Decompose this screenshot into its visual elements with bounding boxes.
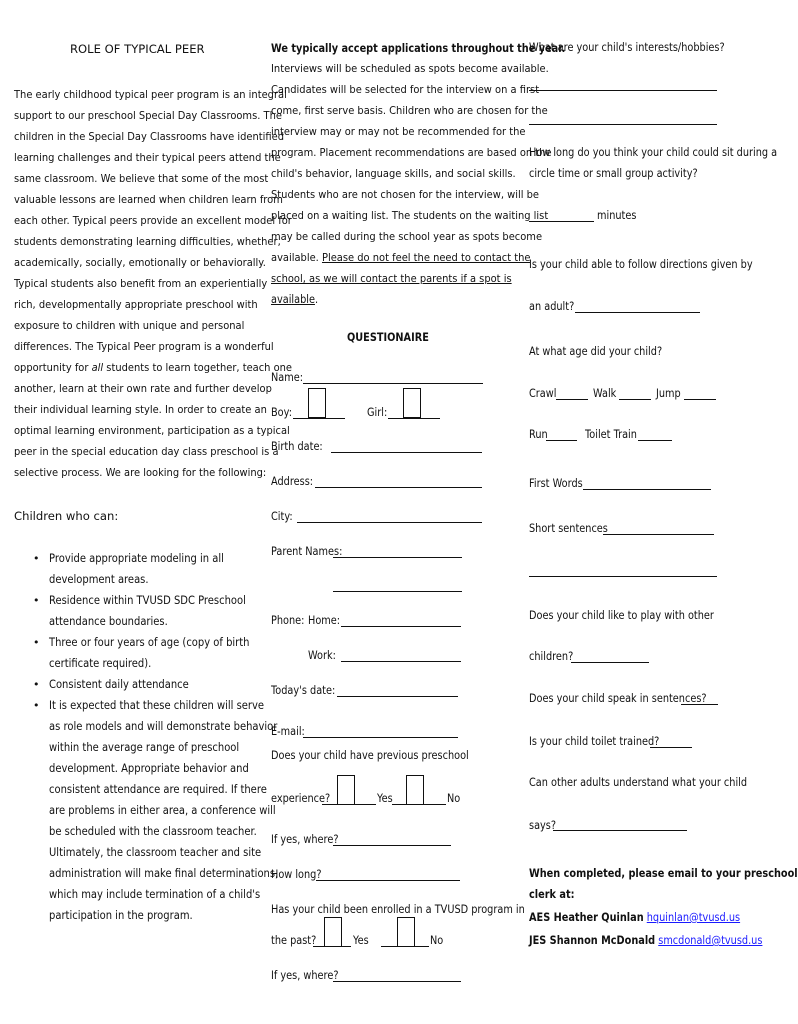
toilet-trained-field[interactable] — [650, 747, 692, 748]
parent-name-field-1[interactable] — [333, 557, 462, 558]
if-yes-where-2-field[interactable] — [333, 981, 461, 982]
understand-line2: says? — [529, 818, 557, 832]
bullet-line: Provide appropriate modeling in all — [49, 551, 224, 565]
interests-field-2[interactable] — [529, 124, 717, 125]
play-question-line2: children? — [529, 649, 574, 663]
role-line: academically, socially, emotionally or behaviorally. — [14, 256, 266, 269]
bullet-dot: • — [33, 678, 40, 691]
aes-email-link[interactable]: hquinlan@tvusd.us — [646, 910, 741, 924]
bullet-line: development areas. — [49, 572, 149, 586]
bullet-line: Residence within TVUSD SDC Preschool — [49, 593, 246, 607]
city-label: City: — [271, 509, 293, 523]
run-field[interactable] — [546, 440, 577, 441]
bullet-line: consistent attendance are required. If there — [49, 782, 267, 796]
bullet-dot: • — [33, 594, 40, 607]
completed-line1: When completed, please email to your preschool — [529, 866, 798, 880]
if-yes-where-2-label: If yes, where? — [271, 968, 339, 982]
email-field[interactable] — [303, 737, 458, 738]
tvusd-no-checkbox[interactable] — [397, 917, 415, 947]
bullet-line: administration will make final determinations, — [49, 866, 279, 880]
name-field[interactable] — [303, 383, 483, 384]
the-past-label: the past? — [271, 933, 317, 947]
tvusd-yes-label: Yes — [353, 933, 369, 947]
role-line: children in the Special Day Classrooms have identified — [14, 130, 284, 143]
girl-checkbox[interactable] — [403, 388, 421, 418]
birth-field[interactable] — [331, 452, 482, 453]
work-label: Work: — [308, 648, 336, 662]
role-line: their individual learning style. In order to create an — [14, 403, 267, 416]
experience-label: experience? — [271, 791, 331, 805]
home-phone-field[interactable] — [341, 626, 461, 627]
crawl-label: Crawl — [529, 386, 557, 400]
play-question-line1: Does your child like to play with other — [529, 608, 714, 622]
accept-line: Candidates will be selected for the interview on a first — [271, 83, 540, 96]
email-label: E-mail: — [271, 724, 305, 738]
role-line: The early childhood typical peer program is an integral — [14, 88, 287, 101]
tvusd-yes-checkbox[interactable] — [324, 917, 342, 947]
sit-question-line1: How long do you think your child could sit during a — [529, 145, 778, 159]
accept-line: Interviews will be scheduled as spots become available. — [271, 62, 549, 75]
bullet-dot: • — [33, 636, 40, 649]
accept-line: Students who are not chosen for the interview, will be — [271, 188, 540, 201]
questionnaire-heading: QUESTIONAIRE — [347, 330, 429, 344]
experience-no-checkbox[interactable] — [406, 775, 424, 805]
toilet-train-label: Toilet Train — [585, 427, 637, 441]
tvusd-no-label: No — [430, 933, 444, 947]
speak-sentences-label: Does your child speak in sentences? — [529, 691, 707, 705]
jes-email-link[interactable]: smcdonald@tvusd.us — [658, 933, 763, 947]
how-long-field[interactable] — [316, 880, 460, 881]
city-field[interactable] — [297, 522, 482, 523]
minutes-label: minutes — [597, 208, 637, 222]
role-title: ROLE OF TYPICAL PEER — [70, 42, 205, 56]
milestones-label: At what age did your child? — [529, 344, 663, 358]
experience-yes-checkbox[interactable] — [337, 775, 355, 805]
previous-preschool-label: Does your child have previous preschool — [271, 748, 469, 762]
work-phone-field[interactable] — [341, 661, 461, 662]
if-yes-where-label: If yes, where? — [271, 832, 339, 846]
today-date-label: Today's date: — [271, 683, 336, 697]
first-words-field[interactable] — [583, 489, 711, 490]
address-field[interactable] — [315, 487, 482, 488]
jump-field[interactable] — [684, 399, 716, 400]
role-line: each other. Typical peers provide an excellent model for — [14, 214, 292, 227]
first-words-label: First Words — [529, 476, 583, 490]
boy-label: Boy: — [271, 405, 292, 419]
interests-field-1[interactable] — [529, 90, 717, 91]
accept-paragraph-end: available. Please do not feel the need to contact the school, as we will contact the parents if a spot is — [271, 251, 531, 285]
accept-line: program. Placement recommendations are based on the — [271, 146, 552, 159]
role-line: same classroom. We believe that some of the most — [14, 172, 269, 185]
bullet-line: Ultimately, the classroom teacher and site — [49, 845, 262, 859]
accept-heading: We typically accept applications throughout the year. — [271, 41, 566, 55]
girl-label: Girl: — [367, 405, 388, 419]
bullet-line: be scheduled with the classroom teacher. — [49, 824, 257, 838]
if-yes-where-field[interactable] — [333, 845, 451, 846]
completed-line2: clerk at: — [529, 887, 575, 901]
home-label: Home: — [308, 613, 341, 627]
crawl-field[interactable] — [556, 399, 588, 400]
short-sentences-field-2[interactable] — [529, 576, 717, 577]
role-line: another, learn at their own rate and further develop — [14, 382, 272, 395]
jump-label: Jump — [656, 386, 681, 400]
accept-line: placed on a waiting list. The students on the waiting list — [271, 209, 549, 222]
speak-sentences-field[interactable] — [681, 704, 718, 705]
bullet-line: as role models and will demonstrate behavior — [49, 719, 278, 733]
bullet-dot: • — [33, 552, 40, 565]
follow-directions-line1: Is your child able to follow directions given by — [529, 257, 753, 271]
follow-directions-line2: an adult? — [529, 299, 575, 313]
walk-label: Walk — [593, 386, 617, 400]
experience-no-label: No — [447, 791, 461, 805]
role-line: support to our preschool Special Day Classrooms. The — [14, 109, 282, 122]
address-label: Address: — [271, 474, 314, 488]
accept-line: child's behavior, language skills, and social skills. — [271, 167, 516, 180]
role-line-14: opportunity for all students to learn together, teach one — [14, 361, 293, 374]
bullet-line: It is expected that these children will serve — [49, 698, 265, 712]
bullet-line: attendance boundaries. — [49, 614, 168, 628]
role-line: differences. The Typical Peer program is a wonderful — [14, 340, 274, 353]
boy-checkbox[interactable] — [308, 388, 326, 418]
bullet-line: participation in the program. — [49, 908, 193, 922]
bullet-line: certificate required). — [49, 656, 152, 670]
jes-contact: JES Shannon McDonald smcdonald@tvusd.us — [529, 933, 763, 947]
bullet-dot: • — [33, 699, 40, 712]
bullet-line: are problems in either area, a conference will — [49, 803, 276, 817]
bullet-line: Consistent daily attendance — [49, 677, 189, 691]
phone-label: Phone: — [271, 613, 305, 627]
name-label: Name: — [271, 370, 304, 384]
interests-label: What are your child's interests/hobbies? — [529, 40, 725, 54]
role-line: students demonstrating learning difficulties, whether, — [14, 235, 281, 248]
parent-names-label: Parent Names: — [271, 544, 343, 558]
accept-line: come, first serve basis. Children who are chosen for the — [271, 104, 548, 117]
role-line: learning challenges and their typical peers attend the — [14, 151, 281, 164]
toilet-trained-label: Is your child toilet trained? — [529, 734, 660, 748]
role-line: Typical students also benefit from an experientially — [14, 277, 268, 290]
short-sentences-field-1[interactable] — [603, 534, 714, 535]
children-can-label: Children who can: — [14, 509, 119, 523]
accept-line: interview may or may not be recommended for the — [271, 125, 526, 138]
walk-field[interactable] — [619, 399, 651, 400]
bullet-line: Three or four years of age (copy of birth — [49, 635, 250, 649]
tvusd-enrolled-label: Has your child been enrolled in a TVUSD program in — [271, 902, 525, 916]
bullet-line: development. Appropriate behavior and — [49, 761, 249, 775]
role-line: rich, developmentally appropriate preschool with — [14, 298, 258, 311]
accept-line: may be called during the school year as spots become — [271, 230, 543, 243]
understand-field[interactable] — [553, 830, 687, 831]
run-label: Run — [529, 427, 548, 441]
understand-line1: Can other adults understand what your child — [529, 775, 748, 789]
bullet-line: within the average range of preschool — [49, 740, 240, 754]
role-line: exposure to children with unique and personal — [14, 319, 245, 332]
minutes-field[interactable] — [529, 221, 594, 222]
parent-name-field-2[interactable] — [333, 591, 462, 592]
role-line: valuable lessons are learned when children learn from — [14, 193, 283, 206]
play-field[interactable] — [571, 662, 649, 663]
short-sentences-label: Short sentences — [529, 521, 608, 535]
aes-contact: AES Heather Quinlan hquinlan@tvusd.us — [529, 910, 741, 924]
accept-paragraph — [271, 58, 552, 247]
follow-directions-field[interactable] — [575, 312, 700, 313]
role-line: peer in the special education day class preschool is a — [14, 445, 279, 458]
role-line-last: selective process. We are looking for the following: — [14, 466, 267, 479]
bullet-line: which may include termination of a child's — [49, 887, 261, 901]
toilet-train-field[interactable] — [638, 440, 672, 441]
how-long-label: How long? — [271, 867, 322, 881]
experience-yes-label: Yes — [377, 791, 393, 805]
sit-question-line2: circle time or small group activity? — [529, 166, 698, 180]
today-date-field[interactable] — [337, 696, 458, 697]
birth-label: Birth date: — [271, 439, 323, 453]
role-line: optimal learning environment, participation as a typical — [14, 424, 290, 437]
